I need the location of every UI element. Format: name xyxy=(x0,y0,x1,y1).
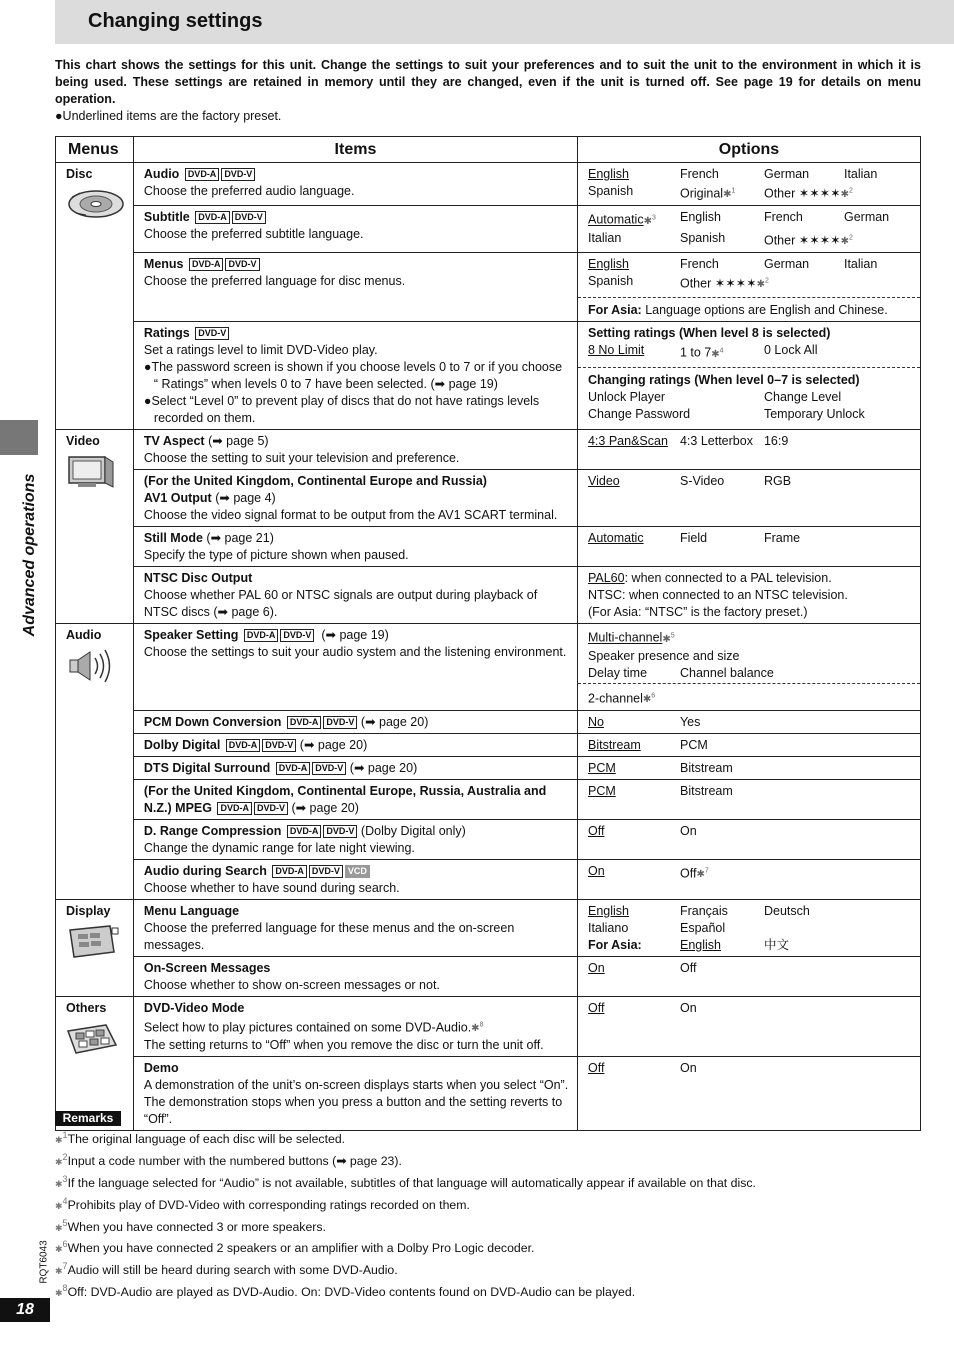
option: German xyxy=(763,167,810,181)
footnote-text: If the language selected for “Audio” is not available, subtitles of that language will automatically appear if available on that disc. xyxy=(67,1175,756,1190)
option: Français xyxy=(679,903,728,918)
footnote xyxy=(55,1171,756,1193)
option: No xyxy=(587,714,604,729)
options-mpeg xyxy=(577,779,920,819)
footnote-mark: ✱ xyxy=(55,1156,63,1167)
option: French xyxy=(679,167,719,181)
option: Off xyxy=(679,960,697,975)
item-speaker-desc: Choose the settings to suit your audio system and the listening environment. xyxy=(143,645,567,660)
asia-text: Language options are English and Chinese. xyxy=(645,303,888,318)
table-row xyxy=(56,710,921,733)
option: Speaker presence and size xyxy=(587,648,740,663)
option: Bitstream xyxy=(679,760,733,775)
option: Unlock Player xyxy=(587,389,666,404)
option: French xyxy=(763,210,803,225)
dvd-v-tag: DVD-V xyxy=(225,258,259,271)
option: Field xyxy=(679,531,708,546)
option: On xyxy=(679,1061,697,1076)
item-av1-title: AV1 Output xyxy=(143,491,212,506)
option: Automatic xyxy=(587,531,644,546)
options-dts xyxy=(577,756,920,779)
option: Delay time xyxy=(587,665,648,680)
footnote-text: When you have connected 2 speakers or an amplifier with a Dolby Pro Logic decoder. xyxy=(67,1241,535,1256)
item-speaker-setting xyxy=(133,624,577,711)
item-menus-desc: Choose the preferred language for disc menus. xyxy=(143,273,406,288)
item-av1-output xyxy=(133,470,577,527)
dvd-a-tag: DVD-A xyxy=(185,168,220,181)
table-row xyxy=(56,206,921,253)
page-ref: (➡ page 20) xyxy=(360,714,429,729)
footnote xyxy=(55,1193,756,1215)
table-row xyxy=(56,430,921,470)
option: 0 Lock All xyxy=(763,343,818,358)
footnote-number: 5 xyxy=(62,1217,68,1228)
item-mpeg-title: (For the United Kingdom, Continental Europe, Russia, Australia and N.Z.) MPEG xyxy=(143,783,547,815)
item-ntsc-title: NTSC Disc Output xyxy=(143,571,253,586)
item-drange-desc: Change the dynamic range for late night viewing. xyxy=(143,840,415,855)
menu-disc xyxy=(56,163,134,430)
header-menus: Menus xyxy=(56,137,134,163)
option: Spanish xyxy=(587,184,634,198)
options-dvd-video-mode xyxy=(577,996,920,1056)
option: PAL60 xyxy=(587,571,625,586)
options-ntsc-output xyxy=(577,567,920,624)
option: 4:3 Letterbox xyxy=(679,434,753,449)
dvd-v-tag: DVD-V xyxy=(221,168,255,181)
option: PCM xyxy=(587,783,616,798)
item-search-title: Audio during Search xyxy=(143,863,267,878)
footnote-mark: ✱ xyxy=(55,1135,63,1146)
dvd-v-tag: DVD-V xyxy=(312,762,346,775)
option: Other ✶✶✶✶ xyxy=(679,276,757,291)
dvd-v-tag: DVD-V xyxy=(309,865,343,878)
option: English xyxy=(679,210,721,225)
table-row xyxy=(56,252,921,321)
item-d-range xyxy=(133,819,577,859)
options-menus xyxy=(577,252,920,321)
option: 4:3 Pan&Scan xyxy=(587,434,668,449)
options-demo xyxy=(577,1057,920,1131)
dvd-a-tag: DVD-A xyxy=(217,802,252,815)
option: Italian xyxy=(843,167,878,181)
item-demo xyxy=(133,1057,577,1131)
remarks-label: Remarks xyxy=(55,1111,121,1126)
option: Off xyxy=(679,866,697,881)
dvd-v-tag: DVD-V xyxy=(232,211,266,224)
item-pcm-title: PCM Down Conversion xyxy=(143,714,282,729)
option: Automatic xyxy=(587,212,644,227)
intro-text: This chart shows the settings for this unit. Change the settings to suit your preferences and to suit the unit to the environment in which it is being used. These settings are retained in memory until they are changed, even if the unit is turned off. See page 19 for details on menu operation. xyxy=(55,58,921,106)
page-ref: (➡ page 19) xyxy=(321,628,389,643)
option: On xyxy=(679,1000,697,1015)
menu-video xyxy=(56,430,134,624)
dvd-v-tag: DVD-V xyxy=(323,716,357,729)
footnote xyxy=(55,1215,756,1237)
table-header-row xyxy=(56,137,921,163)
options-av1-output xyxy=(577,470,920,527)
item-dolby xyxy=(133,733,577,756)
option: English xyxy=(679,937,721,952)
settings-table xyxy=(55,136,921,1131)
dvd-a-tag: DVD-A xyxy=(272,865,307,878)
dvd-a-tag: DVD-A xyxy=(287,716,322,729)
dvd-v-tag: DVD-V xyxy=(254,802,288,815)
option: S-Video xyxy=(679,474,725,489)
footnote-number: 1 xyxy=(62,1130,68,1140)
item-menu-language xyxy=(133,899,577,956)
dashed-divider xyxy=(578,683,920,684)
footnote-ref: ✱$^2$ xyxy=(756,277,769,291)
item-tv-aspect xyxy=(133,430,577,470)
option: German xyxy=(843,210,890,225)
option: Deutsch xyxy=(763,903,810,918)
option: Bitstream xyxy=(587,737,641,752)
option: On xyxy=(587,863,605,878)
footnote-text: When you have connected 3 or more speakers. xyxy=(67,1219,326,1234)
page-ref: (➡ page 21) xyxy=(206,531,274,546)
option: 中文 xyxy=(763,937,789,952)
options-heading: Changing ratings (When level 0–7 is selected) xyxy=(587,372,860,387)
item-ratings-desc: Set a ratings level to limit DVD-Video play. xyxy=(143,343,378,358)
item-osm-title: On-Screen Messages xyxy=(143,960,271,975)
table-row xyxy=(56,859,921,899)
option: Change Level xyxy=(763,389,842,404)
option: Italian xyxy=(587,230,622,245)
asia-note xyxy=(588,302,914,319)
option: RGB xyxy=(763,474,792,489)
option: Original xyxy=(679,186,724,201)
intro xyxy=(55,57,921,125)
speaker-icon xyxy=(66,648,116,684)
footnote-ref: ✱$^7$ xyxy=(696,867,709,881)
display-menu-icon xyxy=(66,924,120,960)
item-ratings-title: Ratings xyxy=(143,326,190,341)
asia-label: For Asia: xyxy=(587,303,642,318)
option: 1 to 7 xyxy=(679,345,712,360)
option: Other ✶✶✶✶ xyxy=(763,232,841,247)
option: Off xyxy=(587,1061,605,1076)
menu-disc-label: Disc xyxy=(66,167,93,181)
page-header xyxy=(55,0,954,44)
footnote-text: Off: DVD-Audio are played as DVD-Audio. On: DVD-Video contents found on DVD-Audio can be played. xyxy=(67,1285,636,1300)
item-tv-aspect-desc: Choose the setting to suit your television and preference. xyxy=(143,451,460,466)
dvd-a-tag: DVD-A xyxy=(276,762,311,775)
table-row xyxy=(56,527,921,567)
footnote-ref: ✱$^2$ xyxy=(840,188,853,201)
asia-label: For Asia: xyxy=(587,937,642,952)
table-row xyxy=(56,956,921,996)
item-dvd-video-mode xyxy=(133,996,577,1056)
option: Channel balance xyxy=(679,665,774,680)
option: Spanish xyxy=(587,273,634,288)
option: PCM xyxy=(587,760,616,775)
item-av1-desc: Choose the video signal format to be output from the AV1 SCART terminal. xyxy=(143,508,558,523)
footnote-mark: ✱ xyxy=(55,1244,63,1255)
footnote-number: 6 xyxy=(62,1239,68,1250)
footnote-ref: ✱$^6$ xyxy=(642,692,656,705)
footnote-mark: ✱ xyxy=(55,1266,63,1277)
options-menu-language xyxy=(577,899,920,956)
page-number: 18 xyxy=(0,1298,50,1322)
item-audio-title: Audio xyxy=(143,167,180,181)
item-dolby-title: Dolby Digital xyxy=(143,737,221,752)
item-still-title: Still Mode xyxy=(143,531,203,546)
item-subtitle xyxy=(133,206,577,253)
footnote xyxy=(55,1127,756,1149)
dvd-v-tag: DVD-V xyxy=(262,739,296,752)
item-dvdvideo-desc: Select how to play pictures contained on some DVD-Audio. xyxy=(143,1020,472,1035)
menu-audio xyxy=(56,624,134,900)
footnote-number: 3 xyxy=(62,1173,68,1184)
table-row xyxy=(56,756,921,779)
footnote-number: 8 xyxy=(62,1283,68,1294)
option: Video xyxy=(587,474,620,489)
item-ntsc-output xyxy=(133,567,577,624)
footnote xyxy=(55,1236,756,1258)
options-speaker-setting xyxy=(577,624,920,711)
item-audio-search xyxy=(133,859,577,899)
footnote-number: 7 xyxy=(62,1261,68,1272)
item-osm-desc: Choose whether to show on-screen messages or not. xyxy=(143,977,440,992)
item-still-desc: Specify the type of picture shown when paused. xyxy=(143,548,409,563)
option: Español xyxy=(679,920,726,935)
item-demo-title: Demo xyxy=(143,1061,179,1076)
option: 8 No Limit xyxy=(587,343,645,358)
option: English xyxy=(587,903,629,918)
options-pcm-down xyxy=(577,710,920,733)
options-on-screen-messages xyxy=(577,956,920,996)
dvd-v-tag: DVD-V xyxy=(280,629,314,642)
footnote-number: 2 xyxy=(62,1151,68,1162)
option: Italiano xyxy=(587,920,629,935)
options-ratings xyxy=(577,322,920,430)
dvd-a-tag: DVD-A xyxy=(287,825,322,838)
table-row xyxy=(56,899,921,956)
item-tv-aspect-title: TV Aspect xyxy=(143,434,205,449)
footnote-ref: ✱$^3$ xyxy=(643,214,656,227)
region-note: (For the United Kingdom, Continental Europe and Russia) xyxy=(143,474,487,489)
item-drange-title: D. Range Compression xyxy=(143,823,282,838)
option: French xyxy=(679,256,719,271)
footnote xyxy=(55,1280,756,1302)
menu-audio-label: Audio xyxy=(66,628,102,643)
side-section-label: Advanced operations xyxy=(21,473,38,637)
option: Frame xyxy=(763,531,801,546)
table-row xyxy=(56,1057,921,1131)
page-title: Changing settings xyxy=(88,10,263,32)
options-heading: Setting ratings (When level 8 is selected) xyxy=(587,326,831,341)
footnote-mark: ✱ xyxy=(55,1178,63,1189)
item-menulang-title: Menu Language xyxy=(143,903,240,918)
option: Off xyxy=(587,823,605,838)
options-still-mode xyxy=(577,527,920,567)
dvd-v-tag: DVD-V xyxy=(323,825,357,838)
item-dts-title: DTS Digital Surround xyxy=(143,760,271,775)
options-audio-search xyxy=(577,859,920,899)
option: Other ✶✶✶✶ xyxy=(763,186,841,201)
option: English xyxy=(587,167,629,181)
item-dvdvideo-desc2: The setting returns to “Off” when you remove the disc or turn the unit off. xyxy=(143,1038,544,1053)
option: German xyxy=(763,256,810,271)
bullet: ●The password screen is shown if you choose levels 0 to 7 or if you choose “ Ratings” when levels 0 to 7 have been selected. (➡ page 19) xyxy=(143,360,563,392)
header-options: Options xyxy=(577,137,920,163)
header-items: Items xyxy=(133,137,577,163)
footnote-text: The original language of each disc will be selected. xyxy=(67,1132,346,1147)
option: Spanish xyxy=(679,230,726,245)
footnote-number: 4 xyxy=(62,1195,68,1206)
options-subtitle xyxy=(577,206,920,253)
page-ref: (➡ page 20) xyxy=(299,737,368,752)
menu-video-label: Video xyxy=(66,434,100,449)
option: Yes xyxy=(679,714,701,729)
footnote-text: Audio will still be heard during search with some DVD-Audio. xyxy=(67,1263,398,1278)
footnote-text: Prohibits play of DVD-Video with corresponding ratings recorded on them. xyxy=(67,1197,470,1212)
footnote-mark: ✱ xyxy=(55,1200,63,1211)
option: Temporary Unlock xyxy=(763,406,865,421)
option: Italian xyxy=(843,256,878,271)
table-row xyxy=(56,163,921,206)
table-row xyxy=(56,624,921,711)
dvd-a-tag: DVD-A xyxy=(189,258,224,271)
options-tv-aspect xyxy=(577,430,920,470)
item-menus-title: Menus xyxy=(143,256,184,271)
footnote-ref: ✱$^5$ xyxy=(662,632,675,645)
menu-display-label: Display xyxy=(66,903,111,918)
item-dts xyxy=(133,756,577,779)
item-still-mode xyxy=(133,527,577,567)
item-dvdvideo-title: DVD-Video Mode xyxy=(143,1000,245,1015)
item-subtitle-desc: Choose the preferred subtitle language. xyxy=(143,227,364,242)
page-ref: (➡ page 20) xyxy=(349,760,418,775)
option: English xyxy=(587,256,629,271)
dashed-divider xyxy=(578,297,920,298)
option: On xyxy=(587,960,605,975)
option: Off xyxy=(587,1000,605,1015)
intro-note: ●Underlined items are the factory preset. xyxy=(55,109,282,123)
options-d-range xyxy=(577,819,920,859)
table-row xyxy=(56,996,921,1056)
options-audio xyxy=(577,163,920,206)
option: Multi-channel xyxy=(587,630,663,645)
dashed-divider xyxy=(578,367,920,368)
option: NTSC: when connected to an NTSC television. xyxy=(587,588,848,603)
item-audio-desc: Choose the preferred audio language. xyxy=(143,184,355,198)
disc-icon xyxy=(66,187,126,221)
item-menulang-desc: Choose the preferred language for these menus and the on-screen messages. xyxy=(143,920,515,952)
table-row xyxy=(56,733,921,756)
side-tab-marker xyxy=(0,420,38,455)
bullet: ●Select “Level 0” to prevent play of discs that do not have ratings levels recorded on them. xyxy=(143,394,540,426)
dvd-a-tag: DVD-A xyxy=(226,739,261,752)
dvd-a-tag: DVD-A xyxy=(195,211,230,224)
table-row xyxy=(56,567,921,624)
option: 16:9 xyxy=(763,434,789,449)
table-row xyxy=(56,322,921,430)
footnote-mark: ✱ xyxy=(55,1288,63,1299)
item-ntsc-desc: Choose whether PAL 60 or NTSC signals are output during playback of NTSC discs (➡ page 6). xyxy=(143,588,538,620)
menu-others-label: Others xyxy=(66,1000,107,1015)
footnotes xyxy=(55,1127,756,1302)
item-menus xyxy=(133,252,577,321)
footnote-ref: ✱$^1$ xyxy=(723,188,736,201)
option: On xyxy=(679,823,697,838)
television-icon xyxy=(66,454,116,492)
footnote xyxy=(55,1258,756,1280)
item-audio xyxy=(133,163,577,206)
page-ref: (➡ page 20) xyxy=(291,800,359,815)
option-desc: : when connected to a PAL television. xyxy=(624,571,832,586)
item-mpeg xyxy=(133,779,577,819)
menu-display xyxy=(56,899,134,996)
options-dolby xyxy=(577,733,920,756)
page-ref: (➡ page 5) xyxy=(208,434,269,449)
item-on-screen-messages xyxy=(133,956,577,996)
item-demo-desc: A demonstration of the unit’s on-screen displays starts when you select “On”. The demonstration stops when you press a button and the setting reverts to “Off”. xyxy=(143,1078,569,1127)
footnote xyxy=(55,1149,756,1171)
page-ref: (Dolby Digital only) xyxy=(360,823,466,838)
item-subtitle-title: Subtitle xyxy=(143,210,190,225)
table-row xyxy=(56,779,921,819)
vcd-tag: VCD xyxy=(345,865,370,878)
others-menu-icon xyxy=(66,1021,120,1057)
document-code: RQT6043 xyxy=(38,1240,50,1284)
option: Change Password xyxy=(587,406,691,421)
option: PCM xyxy=(679,737,708,752)
footnote-ref: ✱$^4$ xyxy=(711,347,724,360)
footnote-ref: ✱$^8$ xyxy=(471,1021,484,1035)
page-ref: (➡ page 4) xyxy=(215,491,276,506)
table-row xyxy=(56,470,921,527)
option-note: (For Asia: “NTSC” is the factory preset.) xyxy=(587,605,808,620)
footnote-mark: ✱ xyxy=(55,1222,63,1233)
option: 2-channel xyxy=(587,690,643,705)
item-pcm-down xyxy=(133,710,577,733)
option: Bitstream xyxy=(679,783,733,798)
item-ratings xyxy=(133,322,577,430)
table-row xyxy=(56,819,921,859)
footnote-text: Input a code number with the numbered buttons (➡ page 23). xyxy=(67,1153,402,1168)
dvd-a-tag: DVD-A xyxy=(244,629,279,642)
item-speaker-title: Speaker Setting xyxy=(143,628,239,643)
footnote-ref: ✱$^2$ xyxy=(840,234,853,247)
item-search-desc: Choose whether to have sound during search. xyxy=(143,880,400,895)
dvd-v-tag: DVD-V xyxy=(195,327,229,340)
